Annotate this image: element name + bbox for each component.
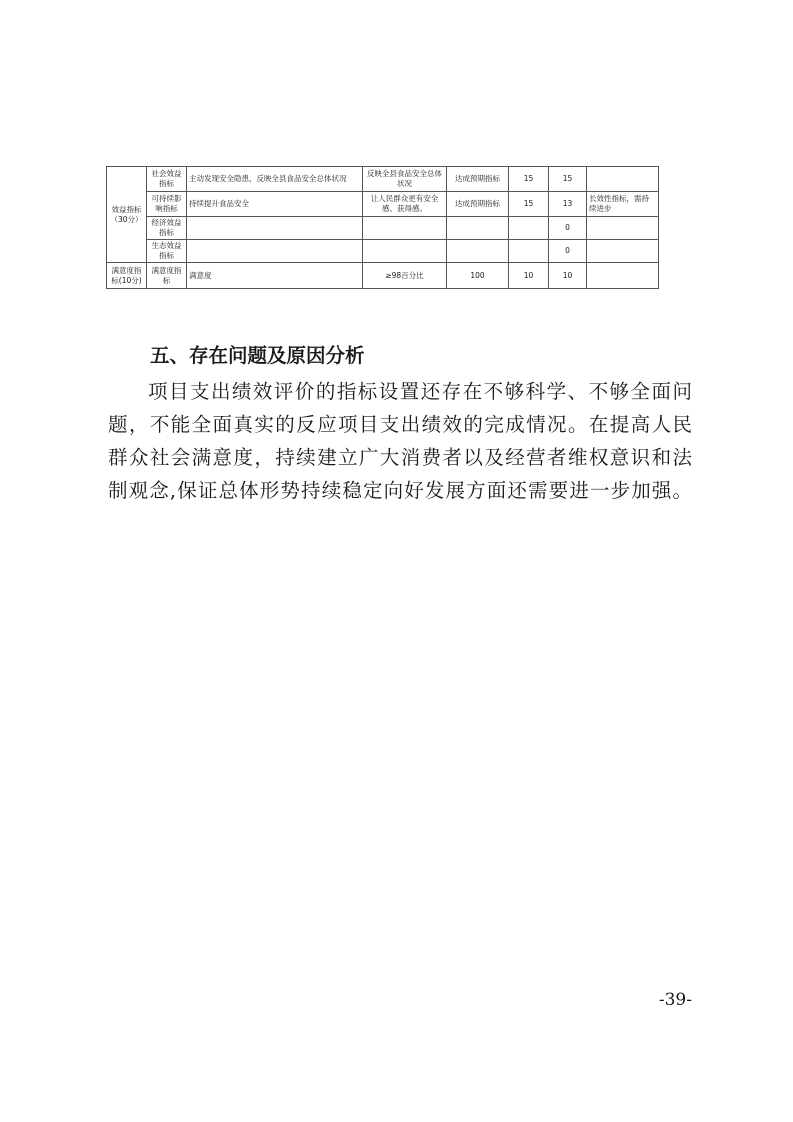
weight-cell: 15	[509, 192, 549, 217]
completion-cell	[447, 240, 509, 263]
paragraph-line: 题，不能全面真实的反应项目支出绩效的完成情况。在提高人民	[108, 413, 692, 436]
weight-cell: 15	[509, 167, 549, 192]
paragraph-line: 制观念,保证总体形势持续稳定向好发展方面还需要进一步加强。	[108, 479, 692, 502]
weight-cell: 10	[509, 263, 549, 289]
paragraph-line: 群众社会满意度，持续建立广大消费者以及经营者维权意识和法	[108, 446, 692, 469]
score-cell: 15	[549, 167, 587, 192]
score-cell: 13	[549, 192, 587, 217]
section-heading: 五、存在问题及原因分析	[150, 344, 365, 367]
completion-cell: 100	[447, 263, 509, 289]
level2-indicator-cell: 经济效益指标	[147, 217, 187, 240]
target-value-cell	[363, 240, 447, 263]
indicator-content-cell: 满意度	[187, 263, 363, 289]
table-row	[107, 167, 659, 192]
completion-cell	[447, 217, 509, 240]
level1-indicator-cell: 满意度指标(10分)	[107, 263, 147, 289]
level2-indicator-cell: 社会效益指标	[147, 167, 187, 192]
level2-indicator-cell: 满意度指标	[147, 263, 187, 289]
completion-cell: 达成预期指标	[447, 167, 509, 192]
note-cell	[587, 240, 659, 263]
note-cell	[587, 263, 659, 289]
table-row	[107, 217, 659, 240]
weight-cell	[509, 217, 549, 240]
score-cell: 0	[549, 217, 587, 240]
table-row	[107, 263, 659, 289]
indicator-content-cell: 持续提升食品安全	[187, 192, 363, 217]
level2-indicator-cell: 可持续影响指标	[147, 192, 187, 217]
section-paragraph	[108, 375, 692, 507]
note-cell: 长效性指标，需持续进步	[587, 192, 659, 217]
completion-cell: 达成预期指标	[447, 192, 509, 217]
table-row	[107, 240, 659, 263]
page-number: -39-	[658, 990, 692, 1010]
level2-indicator-cell: 生态效益指标	[147, 240, 187, 263]
indicator-content-cell	[187, 217, 363, 240]
performance-table	[106, 166, 659, 289]
target-value-cell: 反映全县食品安全总体状况	[363, 167, 447, 192]
table-row	[107, 192, 659, 217]
level1-indicator-cell: 效益指标（30分）	[107, 167, 147, 263]
score-cell: 10	[549, 263, 587, 289]
target-value-cell: 让人民群众更有安全感、获得感。	[363, 192, 447, 217]
indicator-content-cell	[187, 240, 363, 263]
indicator-content-cell: 主动发现安全隐患，反映全县食品安全总体状况	[187, 167, 363, 192]
target-value-cell	[363, 217, 447, 240]
note-cell	[587, 217, 659, 240]
paragraph-line: 项目支出绩效评价的指标设置还存在不够科学、不够全面问	[148, 380, 692, 403]
note-cell	[587, 167, 659, 192]
score-cell: 0	[549, 240, 587, 263]
target-value-cell: ≥98百分比	[363, 263, 447, 289]
weight-cell	[509, 240, 549, 263]
